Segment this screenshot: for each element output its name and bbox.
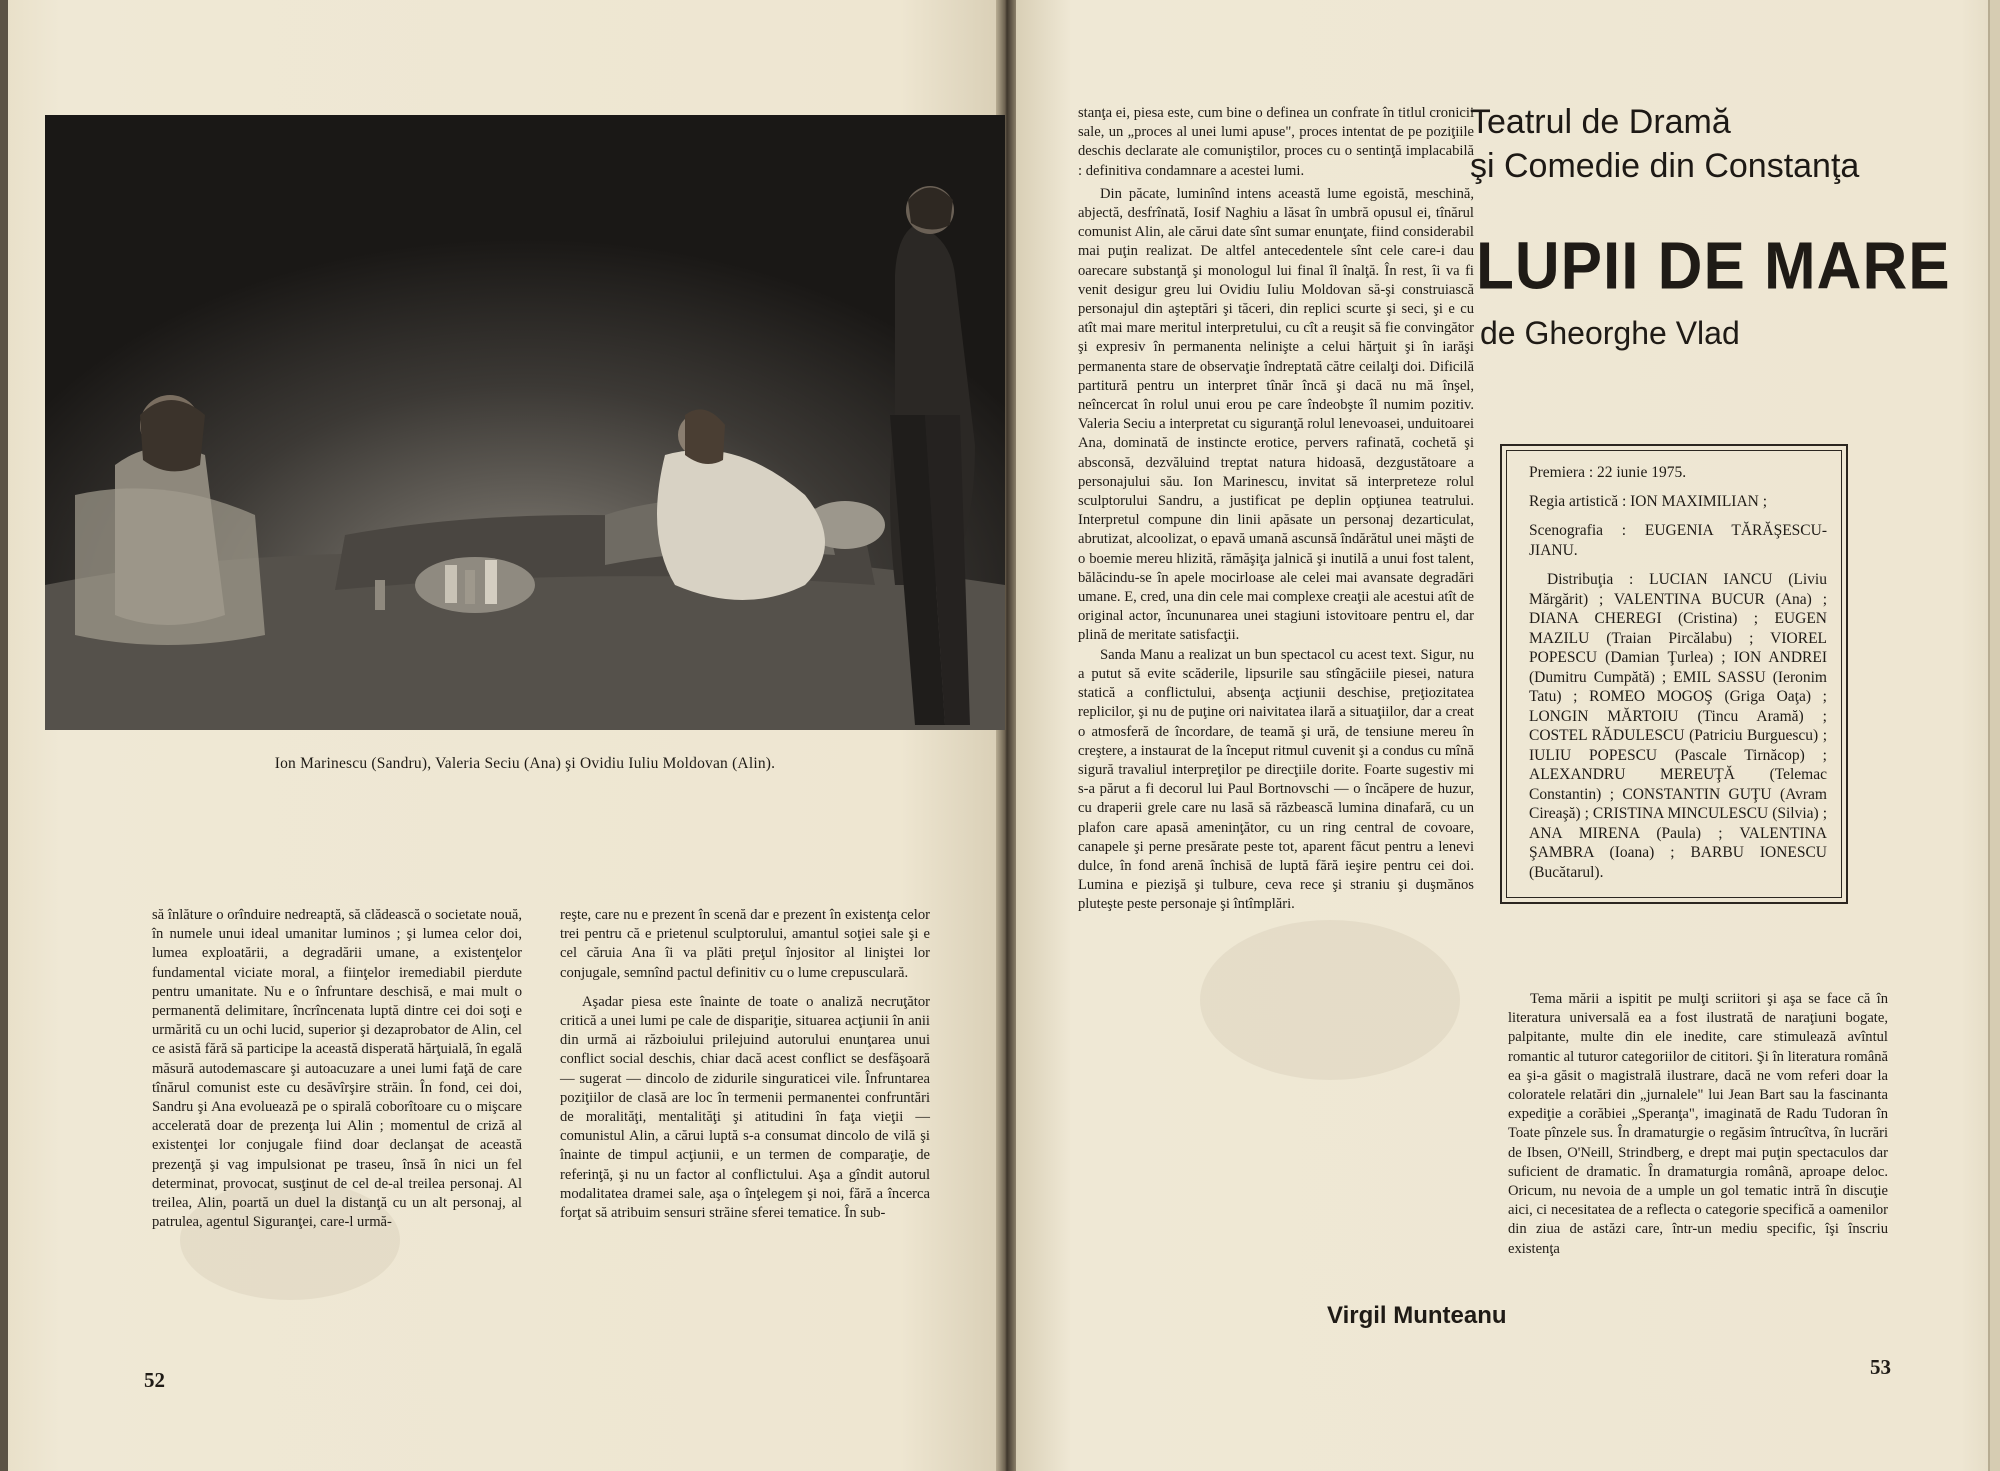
paragraph: Tema mării a ispitit pe mulţi scriitori şi aşa se face că în literatura universală ea a fost ilustrată de naraţiuni bogate, palpitante, multe din ele inedite, care stimulează avîntul romantic al tuturor categoriilor de cititori. Şi în literatura română ea şi-a găsit o magistrală ilustrare, dacă ne vom referi doar la coloratele relatări din „jurnalele" lui Jean Bart sau la fascinanta expediţie a corăbiei „Speranţa", imaginată de Radu Tudoran în Toate pînzele sus. În dramaturgie o regăsim întrucîtva, în lucrări de Ibsen, O'Neill, Strindberg, e drept mai puţin spectaculos dar suficient de dramatic. În dramaturgia românã, aproape deloc. Oricum, nu nevoia de a umple un gol tematic intră în discuţie aici, ci necesitatea de a reflecta o categorie specifică a oamenilor din ziua de astăzi care, într-un mediu specific, îşi înscriu existenţa bbox=[1508, 991, 1888, 1257]
photo-caption: Ion Marinescu (Sandru), Valeria Seciu (Ana) şi Ovidiu Iuliu Moldovan (Alin). bbox=[274, 755, 776, 772]
article-signature: Virgil Munteanu bbox=[1327, 1302, 1507, 1329]
credits-inner-frame bbox=[1506, 450, 1842, 898]
credits-box bbox=[1500, 444, 1848, 904]
page-number-right: 53 bbox=[1870, 1355, 1891, 1379]
paragraph: Din păcate, luminînd intens această lume egoistă, meschină, abjectă, desfrînată, Iosif Naghiu a lăsat în umbră opusul ei, tînărul comunist Alin, ale cărui date sînt sumar enunţate, fiind considerabil mai puţin realizat. De altfel antecedentele sînt cele care-i dau oarecare substanţă şi monologul lui final îl înalţă. În rest, îi va fi venit desigur greu lui Ovidiu Iuliu Moldovan să-şi construiască personajul din aşteptări şi tăceri, din replici scurte şi seci, şi e cu atît mai mare meritul interpretului, cu cît a reuşit să fie convingător şi expresiv în permanenta nelinişte a celui hărţuit şi în iarăşi permanenta stare de observaţie îndreptată către ceilalţi doi. Dificilă partitură pentru un interpret tînăr încă şi dacă nu mă înşel, neîncercat în rolul unui erou pe care îndeobşte îl numim pozitiv. Valeria Seciu a interpretat cu siguranţă rolul lenevoasei, unduitoarei Ana, dominată de instincte erotice, pervers rafinată, cochetă şi absconsă, dezvăluind treptat natura hidoasă, dezgustătoare a personajului său. Ion Marinescu, invitat să interpreteze rolul sculptorului Sandru, a justificat pe deplin opţiunea teatrului. Interpretul compune din linii apăsate un personaj dezarticulat, abrutizat, alcoolizat, o epavă umană ascunsă îndărătul unei măşti de o boemie mereu hlizită, rămăşiţa jalnică şi inutilă a unui fost talent, bălăcindu-se în apele mocirloase ale celei mai avansate degradări umane. E, cred, una din cele mai complexe creaţii ale acestui atît de original actor, încununarea unei stagiuni istovitoare pentru el, dar plină de meritate satisfacţii. bbox=[1078, 185, 1474, 644]
paragraph: reşte, care nu e prezent în scenă dar e prezent în existenţa celor trei pentru că e prietenul sculptorului, amantul soţiei sale şi e cel căruia Ana îi va plăti preţul înjositor al liniştei lor conjugale, semnînd pactul definitiv cu o lume crepusculară. bbox=[560, 907, 930, 981]
article-column-1 bbox=[152, 906, 522, 1232]
article-column-3 bbox=[1078, 104, 1474, 915]
paper-stain bbox=[1200, 920, 1460, 1080]
paragraph: Sanda Manu a realizat un bun spectacol cu acest text. Sigur, nu a putut să evite scăderile, lipsurile sau stîngăciile piesei, natura statică a conflictului, absenţa acţiunii deschise, preţiozitatea replicilor, şi nu de puţine ori naivitatea ilară a situaţiilor, dar a creat o atmosferă de încordare, de teamă şi ură, de tensiune mereu în creştere, a instaurat de la început ritmul cuvenit şi a condus cu mînă sigură travaliul interpreţilor pe direcţiile dorite. Foarte sugestiv mi s-a părut a fi decorul lui Paul Bortnovschi — o încăpere de huzur, cu draperii grele care nu lasă să răzbească lumina dinafară, cu un plafon care apasă ameninţător, cu un ring central de covoare, canapele şi perne presărate peste tot, aparent făcut pentru a lenevi dulce, în fond arenă închisă de luptă fără ieşire pentru cei doi. Lumina e piezişă şi tulbure, ceva rece şi straniu şi duşmănos pluteşte peste personaje şi întîmplări. bbox=[1078, 646, 1474, 913]
stage-scene-illustration bbox=[45, 115, 1005, 730]
paragraph: Aşadar piesa este înainte de toate o analiză necruţător critică a unei lumi pe cale de dispariţie, situarea acţiunii în anii din urmă ai războiului prilejuind autorului enunţarea unui conflict social deschis, chiar dacă acest conflict se desfăşoară — sugerat — dincolo de zidurile singuraticei vile. Înfruntarea poziţiilor de clasă are loc în termenii permanentei confruntări de moralităţi, mentalităţi şi atitudini în faţa vieţii — comunistul Alin, a cărui luptă s-a consumat dincolo de vilă şi înainte de timpul acţiunii, e un termen de comparaţie, de referinţă, şi nu un factor al conflictului. Aşa a gîndit autorul modalitatea dramei sale, aşa o înţelegem şi noi, fără a încerca forţat să atribuim sensuri străine sferei tematice. În sub- bbox=[560, 993, 930, 1222]
play-title: LUPII DE MARE bbox=[1476, 229, 1951, 304]
stage-photo bbox=[45, 115, 1005, 730]
article-column-2 bbox=[560, 906, 930, 1223]
director-line: Regia artistică : ION MAXIMILIAN ; bbox=[1529, 493, 1768, 510]
theatre-heading-line-1: Teatrul de Dramă bbox=[1470, 103, 1731, 141]
article-column-5 bbox=[1508, 990, 1888, 1259]
theatre-heading bbox=[1470, 100, 1859, 188]
left-cover-edge bbox=[0, 0, 8, 1471]
right-cover-edge bbox=[1988, 0, 2000, 1471]
cast-list: Distribuţia : LUCIAN IANCU (Liviu Mărgărit) ; VALENTINA BUCUR (Ana) ; DIANA CHEREGI (Cristina) ; EUGEN MAZILU (Traian Pircălabu) ; VIOREL POPESCU (Damian Ţurlea) ; ION ANDREI (Dumitru Cumpătă) ; EMIL SASSU (Ieronim Tatu) ; ROMEO MOGOŞ (Griga Oaţa) ; LONGIN MĂRTOIU (Tincu Aramă) ; COSTEL RĂDULESCU (Patriciu Burguescu) ; IULIU POPESCU (Pascale Tirnăcop) ; ALEXANDRU MEREUŢĂ (Telemac Constantin) ; CONSTANTIN GUŢU (Avram Cireaşă) ; CRISTINA MINCULESCU (Silvia) ; ANA MIRENA (Paula) ; VALENTINA ŞAMBRA (Ioana) ; BARBU IONESCU (Bucătarul). bbox=[1529, 571, 1827, 881]
scenography-line: Scenografia : EUGENIA TĂRĂŞESCU-JIANU. bbox=[1529, 522, 1827, 559]
play-author: de Gheorghe Vlad bbox=[1480, 315, 1740, 351]
premiere-line: Premiera : 22 iunie 1975. bbox=[1529, 464, 1687, 481]
paragraph: stanţa ei, piesa este, cum bine o definea un confrate în titlul cronicii sale, un „proces al unei lumi apuse", proces intentat de pe poziţiile deschis declarate ale comuniştilor, proces cu o sentinţă implacabilă : definitiva condamnare a acestei lumi. bbox=[1078, 105, 1474, 179]
theatre-heading-line-2: şi Comedie din Constanţa bbox=[1470, 147, 1860, 185]
page-number-left: 52 bbox=[144, 1368, 165, 1392]
paragraph: să înlăture o orînduire nedreaptă, să clădească o societate nouă, în numele unui ideal umanitar luminos ; şi lumea celor doi, lumea exploatării, a degradării umane, a existenţelor fundamental viciate moral, a fiinţelor iremediabil pierdute pentru umanitate. Nu e o înfruntare deschisă, e mai mult o permanentă delimitare, încrîncenata luptă dintre cei doi soţi e urmărită cu un ochi lucid, superior şi dezaprobator de Alin, cel ce asistă fără să participe la această disperată hărţuială, în egală măsură autodemascare şi autoacuzare a unei lumi faţă de care tînărul comunist este cu desăvîrşire străin. În fond, cei doi, Sandru şi Ana evoluează pe o spirală coborîtoare cu o mişcare accelerată doar de prezenţa lui Alin ; momentul de criză al existenţei lor conjugale fiind doar declanşat de această prezenţă şi vag impulsionat pe traseu, însă în nici un fel determinat, provocat, susţinut de cel de-al treilea personaj. Al treilea, Alin, poartă un duel la distanţă cu un alt personaj, al patrulea, agentul Siguranţei, care-l urmă- bbox=[152, 907, 522, 1231]
